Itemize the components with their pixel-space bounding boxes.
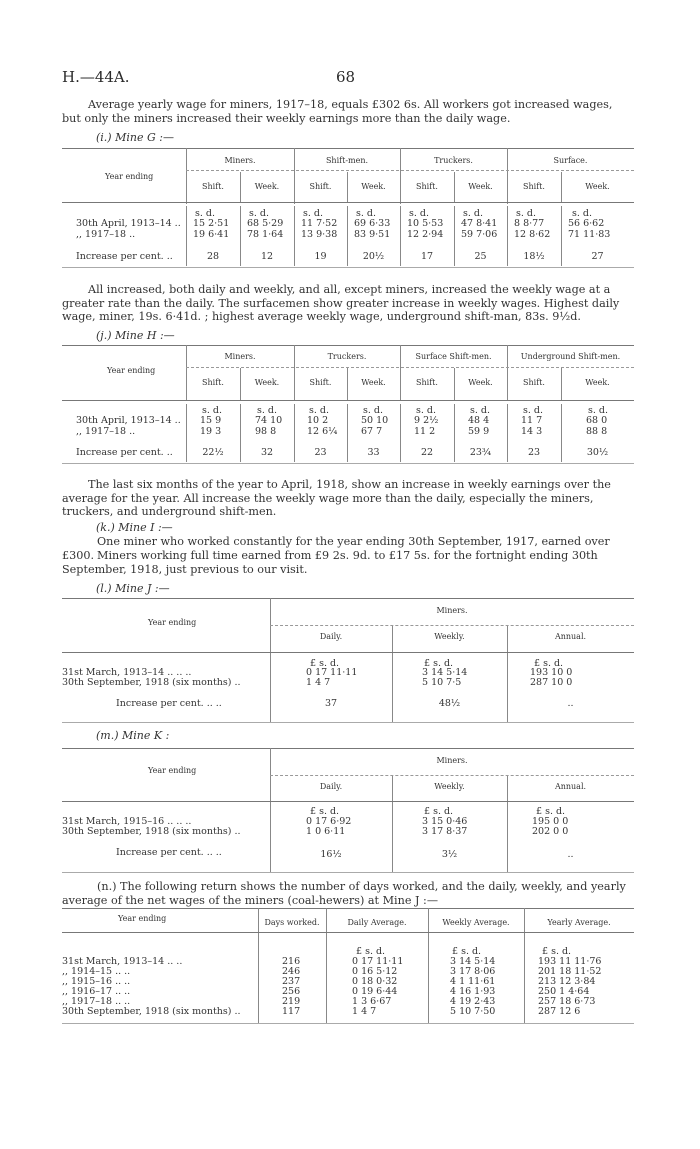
unit-label: s. d. xyxy=(195,208,216,219)
mine-g-increase: 27 xyxy=(591,251,604,262)
mine-g-cell: 13 9·38 xyxy=(301,229,338,240)
mine-k-increase: 3½ xyxy=(441,849,458,860)
mine-g-year-header: Year ending xyxy=(105,172,154,181)
mine-j-row-year: 30th September, 1918 (six months) .. xyxy=(62,677,241,688)
mine-n-row-days: 256 xyxy=(282,986,301,997)
mine-i-label: (k.) Mine I :— xyxy=(96,521,173,534)
mine-i-paragraph-1: One miner who worked constantly for the year ending 30th September, 1917, earned over £300. xyxy=(62,535,610,562)
mine-n-col-year: Year ending xyxy=(118,914,167,923)
mine-j-label: (l.) Mine J :— xyxy=(96,582,170,595)
unit-label: s. d. xyxy=(416,405,437,416)
mine-g-cell: 47 8·41 xyxy=(461,218,498,229)
mine-g-cell: 15 2·51 xyxy=(193,218,230,229)
unit-label: s. d. xyxy=(356,208,377,219)
mine-h-cell: 50 10 xyxy=(361,415,389,426)
mine-h-cell: 59 9 xyxy=(468,426,490,437)
document-reference: H.—44A. xyxy=(62,68,130,86)
mine-n-row-weekly: 3 17 8·06 xyxy=(450,966,496,977)
mine-n-row-year: ,, 1914–15 .. .. xyxy=(62,966,131,977)
mine-j-col: Daily. xyxy=(319,632,343,641)
mine-n-row-daily: 0 17 11·11 xyxy=(352,956,404,967)
mine-h-group: Surface Shift-men. xyxy=(415,352,492,361)
mine-g-increase: 18½ xyxy=(523,251,545,262)
unit-label: £ s. d. xyxy=(310,658,340,669)
mine-h-group: Miners. xyxy=(224,352,256,361)
unit-label: £ s. d. xyxy=(356,946,386,957)
paragraph-average-yearly-wage: Average yearly wage for miners, 1917–18, equals £302 6s. All workers got increased wages, but only the miners increased their weekly earnings more than the daily wage. xyxy=(62,98,613,125)
mine-n-row-yearly: 213 12 3·84 xyxy=(538,976,596,987)
mine-h-increase: 33 xyxy=(367,447,380,458)
mine-h-increase: 32 xyxy=(260,447,274,458)
mine-j-group: Miners. xyxy=(436,606,468,615)
mine-j-increase-label: Increase per cent. .. .. xyxy=(116,698,222,709)
mine-h-increase-label: Increase per cent. .. xyxy=(76,447,173,458)
mine-h-year-header: Year ending xyxy=(107,366,156,375)
unit-label: s. d. xyxy=(463,208,484,219)
mine-j-increase: 37 xyxy=(324,698,338,709)
mine-g-cell: 56 6·62 xyxy=(568,218,605,229)
mine-n-row-days: 246 xyxy=(282,966,301,977)
unit-label: s. d. xyxy=(202,405,223,416)
mine-h-cell: 9 2½ xyxy=(414,415,439,426)
unit-label: s. d. xyxy=(572,208,593,219)
mine-k-cell: 3 17 8·37 xyxy=(422,826,468,837)
mine-h-sub: Week. xyxy=(468,378,493,387)
mine-g-cell: 69 6·33 xyxy=(354,218,391,229)
mine-h-cell: 48 4 xyxy=(468,415,490,426)
mine-g-cell: 12 2·94 xyxy=(407,229,444,240)
mine-n-row-year: 31st March, 1913–14 .. .. xyxy=(62,956,183,967)
mine-n-row-year: 30th September, 1918 (six months) .. xyxy=(62,1006,241,1017)
mine-n-row-yearly: 250 1 4·64 xyxy=(538,986,590,997)
mine-j-cell: 0 17 11·11 xyxy=(306,667,358,678)
mine-k-col: Weekly. xyxy=(434,782,465,791)
mine-g-group-miners: Miners. xyxy=(224,156,256,165)
mine-g-sub: Week. xyxy=(585,182,610,191)
mine-g-increase-label: Increase per cent. .. xyxy=(76,251,173,262)
mine-k-row-year: 31st March, 1915–16 .. .. .. xyxy=(62,816,192,827)
mine-k-col: Annual. xyxy=(554,782,587,791)
unit-label: s. d. xyxy=(363,405,384,416)
mine-h-cell: 88 8 xyxy=(586,426,608,437)
mine-j-col: Annual. xyxy=(554,632,587,641)
mine-h-increase: 30½ xyxy=(586,447,609,458)
mine-k-cell: 195 0 0 xyxy=(532,816,569,827)
paragraph-mine-h-summary: The last six months of the year to April, 1918, show an increase in weekly earnings over the average for the year. All increase the weekly wage more than the daily, especially the miners, truckers, and underground shift-men. xyxy=(62,478,611,518)
mine-n-row-yearly: 193 11 11·76 xyxy=(538,956,602,967)
mine-g-cell: 83 9·51 xyxy=(354,229,391,240)
mine-n-row-year: ,, 1915–16 .. .. xyxy=(62,976,131,987)
mine-h-cell: 19 3 xyxy=(200,426,222,437)
mine-n-row-yearly: 201 18 11·52 xyxy=(538,966,602,977)
mine-g-increase: 19 xyxy=(314,251,327,262)
mine-n-col-yearly: Yearly Average. xyxy=(547,918,611,927)
unit-label: £ s. d. xyxy=(424,658,454,669)
mine-g-increase: 17 xyxy=(420,251,434,262)
mine-n-col-days: Days worked. xyxy=(264,918,320,927)
mine-g-row-year: 30th April, 1913–14 .. xyxy=(76,218,181,229)
unit-label: s. d. xyxy=(257,405,278,416)
mine-g-cell: 59 7·06 xyxy=(461,229,498,240)
mine-k-increase: .. xyxy=(567,849,574,860)
mine-n-col-daily: Daily Average. xyxy=(347,918,407,927)
mine-g-cell: 8 8·77 xyxy=(514,218,545,229)
mine-n-row-year: ,, 1917–18 .. .. xyxy=(62,996,131,1007)
mine-n-row-days: 237 xyxy=(282,976,301,987)
mine-k-cell: 202 0 0 xyxy=(532,826,569,837)
mine-n-row-daily: 0 19 6·44 xyxy=(352,986,398,997)
mine-k-increase-label: Increase per cent. .. .. xyxy=(116,847,222,858)
mine-h-label: (j.) Mine H :— xyxy=(96,329,175,342)
mine-n-row-weekly: 5 10 7·50 xyxy=(450,1006,496,1017)
mine-k-group: Miners. xyxy=(436,756,468,765)
unit-label: £ s. d. xyxy=(452,946,482,957)
mine-h-cell: 12 6¼ xyxy=(307,426,338,437)
mine-h-cell: 10 2 xyxy=(307,415,329,426)
mine-h-group: Truckers. xyxy=(327,352,367,361)
unit-label: s. d. xyxy=(470,405,491,416)
unit-label: s. d. xyxy=(588,405,609,416)
mine-h-sub: Week. xyxy=(585,378,610,387)
mine-n-row-weekly: 3 14 5·14 xyxy=(450,956,496,967)
mine-h-cell: 14 3 xyxy=(521,426,543,437)
mine-j-cell: 287 10 0 xyxy=(530,677,573,688)
unit-label: s. d. xyxy=(409,208,430,219)
mine-h-sub: Week. xyxy=(361,378,386,387)
mine-n-row-days: 219 xyxy=(282,996,301,1007)
mine-n-col-weekly: Weekly Average. xyxy=(442,918,510,927)
mine-k-cell: 1 0 6·11 xyxy=(306,826,346,837)
mine-n-row-yearly: 287 12 6 xyxy=(538,1006,581,1017)
mine-k-year-header: Year ending xyxy=(148,766,197,775)
mine-j-year-header: Year ending xyxy=(148,618,197,627)
mine-g-increase: 28 xyxy=(206,251,220,262)
mine-h-increase: 22 xyxy=(420,447,434,458)
mine-h-sub: Shift. xyxy=(416,378,438,387)
mine-g-cell: 11 7·52 xyxy=(301,218,338,229)
mine-g-increase: 12 xyxy=(260,251,274,262)
mine-j-cell: 193 10 0 xyxy=(530,667,573,678)
unit-label: s. d. xyxy=(516,208,537,219)
mine-h-cell: 68 0 xyxy=(586,415,608,426)
mine-j-increase: .. xyxy=(567,698,574,709)
mine-g-label: (i.) Mine G :— xyxy=(96,131,174,144)
mine-n-row-daily: 0 16 5·12 xyxy=(352,966,398,977)
mine-g-row-year: ,, 1917–18 .. xyxy=(76,229,136,240)
mine-n-row-daily: 1 4 7 xyxy=(352,1006,377,1017)
mine-n-row-yearly: 257 18 6·73 xyxy=(538,996,596,1007)
unit-label: £ s. d. xyxy=(310,806,340,817)
mine-h-increase: 23 xyxy=(527,447,541,458)
mine-j-increase: 48½ xyxy=(438,698,461,709)
mine-n-row-year: ,, 1916–17 .. .. xyxy=(62,986,131,997)
mine-n-row-daily: 0 18 0·32 xyxy=(352,976,398,987)
paragraph-mine-g-summary: All increased, both daily and weekly, and all, except miners, increased the weekly wage at a greater rate than the daily. The surfacemen show greater increase in weekly wages. Highest daily wage, miner, 19s. 6·41d. ; highest average weekly wage, underground shift-man, 83s. 9½d. xyxy=(62,283,620,323)
mine-g-sub: Shift. xyxy=(416,182,438,191)
mine-h-sub: Week. xyxy=(254,378,280,387)
mine-k-label: (m.) Mine K : xyxy=(96,729,170,742)
mine-k-increase: 16½ xyxy=(320,849,342,860)
mine-h-sub: Shift. xyxy=(202,378,224,387)
mine-g-sub: Week. xyxy=(361,182,386,191)
mine-h-cell: 11 2 xyxy=(414,426,436,437)
mine-g-cell: 71 11·83 xyxy=(568,229,611,240)
unit-label: £ s. d. xyxy=(534,658,564,669)
mine-n-row-days: 216 xyxy=(282,956,301,967)
mine-h-cell: 98 8 xyxy=(255,426,277,437)
mine-g-sub: Week. xyxy=(468,182,493,191)
mine-g-sub: Shift. xyxy=(523,182,545,191)
unit-label: £ s. d. xyxy=(542,946,572,957)
mine-n-row-daily: 1 3 6·67 xyxy=(352,996,392,1007)
mine-h-cell: 74 10 xyxy=(255,415,283,426)
mine-g-increase: 20½ xyxy=(362,251,385,262)
mine-g-cell: 12 8·62 xyxy=(514,229,551,240)
mine-g-cell: 78 1·64 xyxy=(247,229,284,240)
page-number: 68 xyxy=(336,68,356,86)
mine-h-increase: 22½ xyxy=(202,447,224,458)
mine-n-row-days: 117 xyxy=(282,1006,301,1017)
unit-label: s. d. xyxy=(249,208,270,219)
mine-h-sub: Shift. xyxy=(523,378,545,387)
mine-j-col: Weekly. xyxy=(434,632,465,641)
mine-h-increase: 23 xyxy=(314,447,327,458)
mine-k-col: Daily. xyxy=(319,782,343,791)
unit-label: £ s. d. xyxy=(424,806,454,817)
mine-g-sub: Shift. xyxy=(202,182,224,191)
mine-h-cell: 67 7 xyxy=(361,426,383,437)
mine-h-cell: 11 7 xyxy=(521,415,543,426)
mine-g-sub: Week. xyxy=(254,182,280,191)
mine-g-increase: 25 xyxy=(474,251,487,262)
mine-g-cell: 10 5·53 xyxy=(407,218,444,229)
mine-h-group: Underground Shift-men. xyxy=(520,352,621,361)
mine-n-row-weekly: 4 1 11·61 xyxy=(450,976,496,987)
mine-h-cell: 15 9 xyxy=(200,415,222,426)
mine-i-paragraph-2: Miners working full time earned from £9 2s. 9d. to £17 5s. for the fortnight ending 30th September, 1918, just previous to our visit. xyxy=(62,549,598,576)
mine-j-cell: 3 14 5·14 xyxy=(422,667,468,678)
mine-n-row-weekly: 4 19 2·43 xyxy=(450,996,496,1007)
mine-n-row-weekly: 4 16 1·93 xyxy=(450,986,496,997)
mine-k-cell: 3 15 0·46 xyxy=(422,816,468,827)
mine-h-sub: Shift. xyxy=(309,378,332,387)
mine-n-intro: (n.) The following return shows the number of days worked, and the daily, weekly, and yearly average of the net wages of the miners (coal-hewers) at Mine J :— xyxy=(62,880,626,907)
mine-h-row-year: 30th April, 1913–14 .. xyxy=(76,415,181,426)
mine-j-cell: 1 4 7 xyxy=(306,677,331,688)
unit-label: s. d. xyxy=(523,405,544,416)
mine-j-row-year: 31st March, 1913–14 .. .. .. xyxy=(62,667,192,678)
mine-g-cell: 19 6·41 xyxy=(193,229,230,240)
mine-g-cell: 68 5·29 xyxy=(247,218,284,229)
mine-k-row-year: 30th September, 1918 (six months) .. xyxy=(62,826,241,837)
mine-g-group-surface: Surface. xyxy=(553,156,588,165)
unit-label: s. d. xyxy=(303,208,324,219)
mine-h-row-year: ,, 1917–18 .. xyxy=(76,426,136,437)
mine-h-increase: 23¾ xyxy=(469,447,492,458)
unit-label: £ s. d. xyxy=(536,806,566,817)
mine-k-cell: 0 17 6·92 xyxy=(306,816,352,827)
mine-g-group-truckers: Truckers. xyxy=(434,156,473,165)
mine-g-sub: Shift. xyxy=(309,182,332,191)
mine-j-cell: 5 10 7·5 xyxy=(422,677,462,688)
unit-label: s. d. xyxy=(309,405,330,416)
mine-g-group-shiftmen: Shift-men. xyxy=(325,156,369,165)
